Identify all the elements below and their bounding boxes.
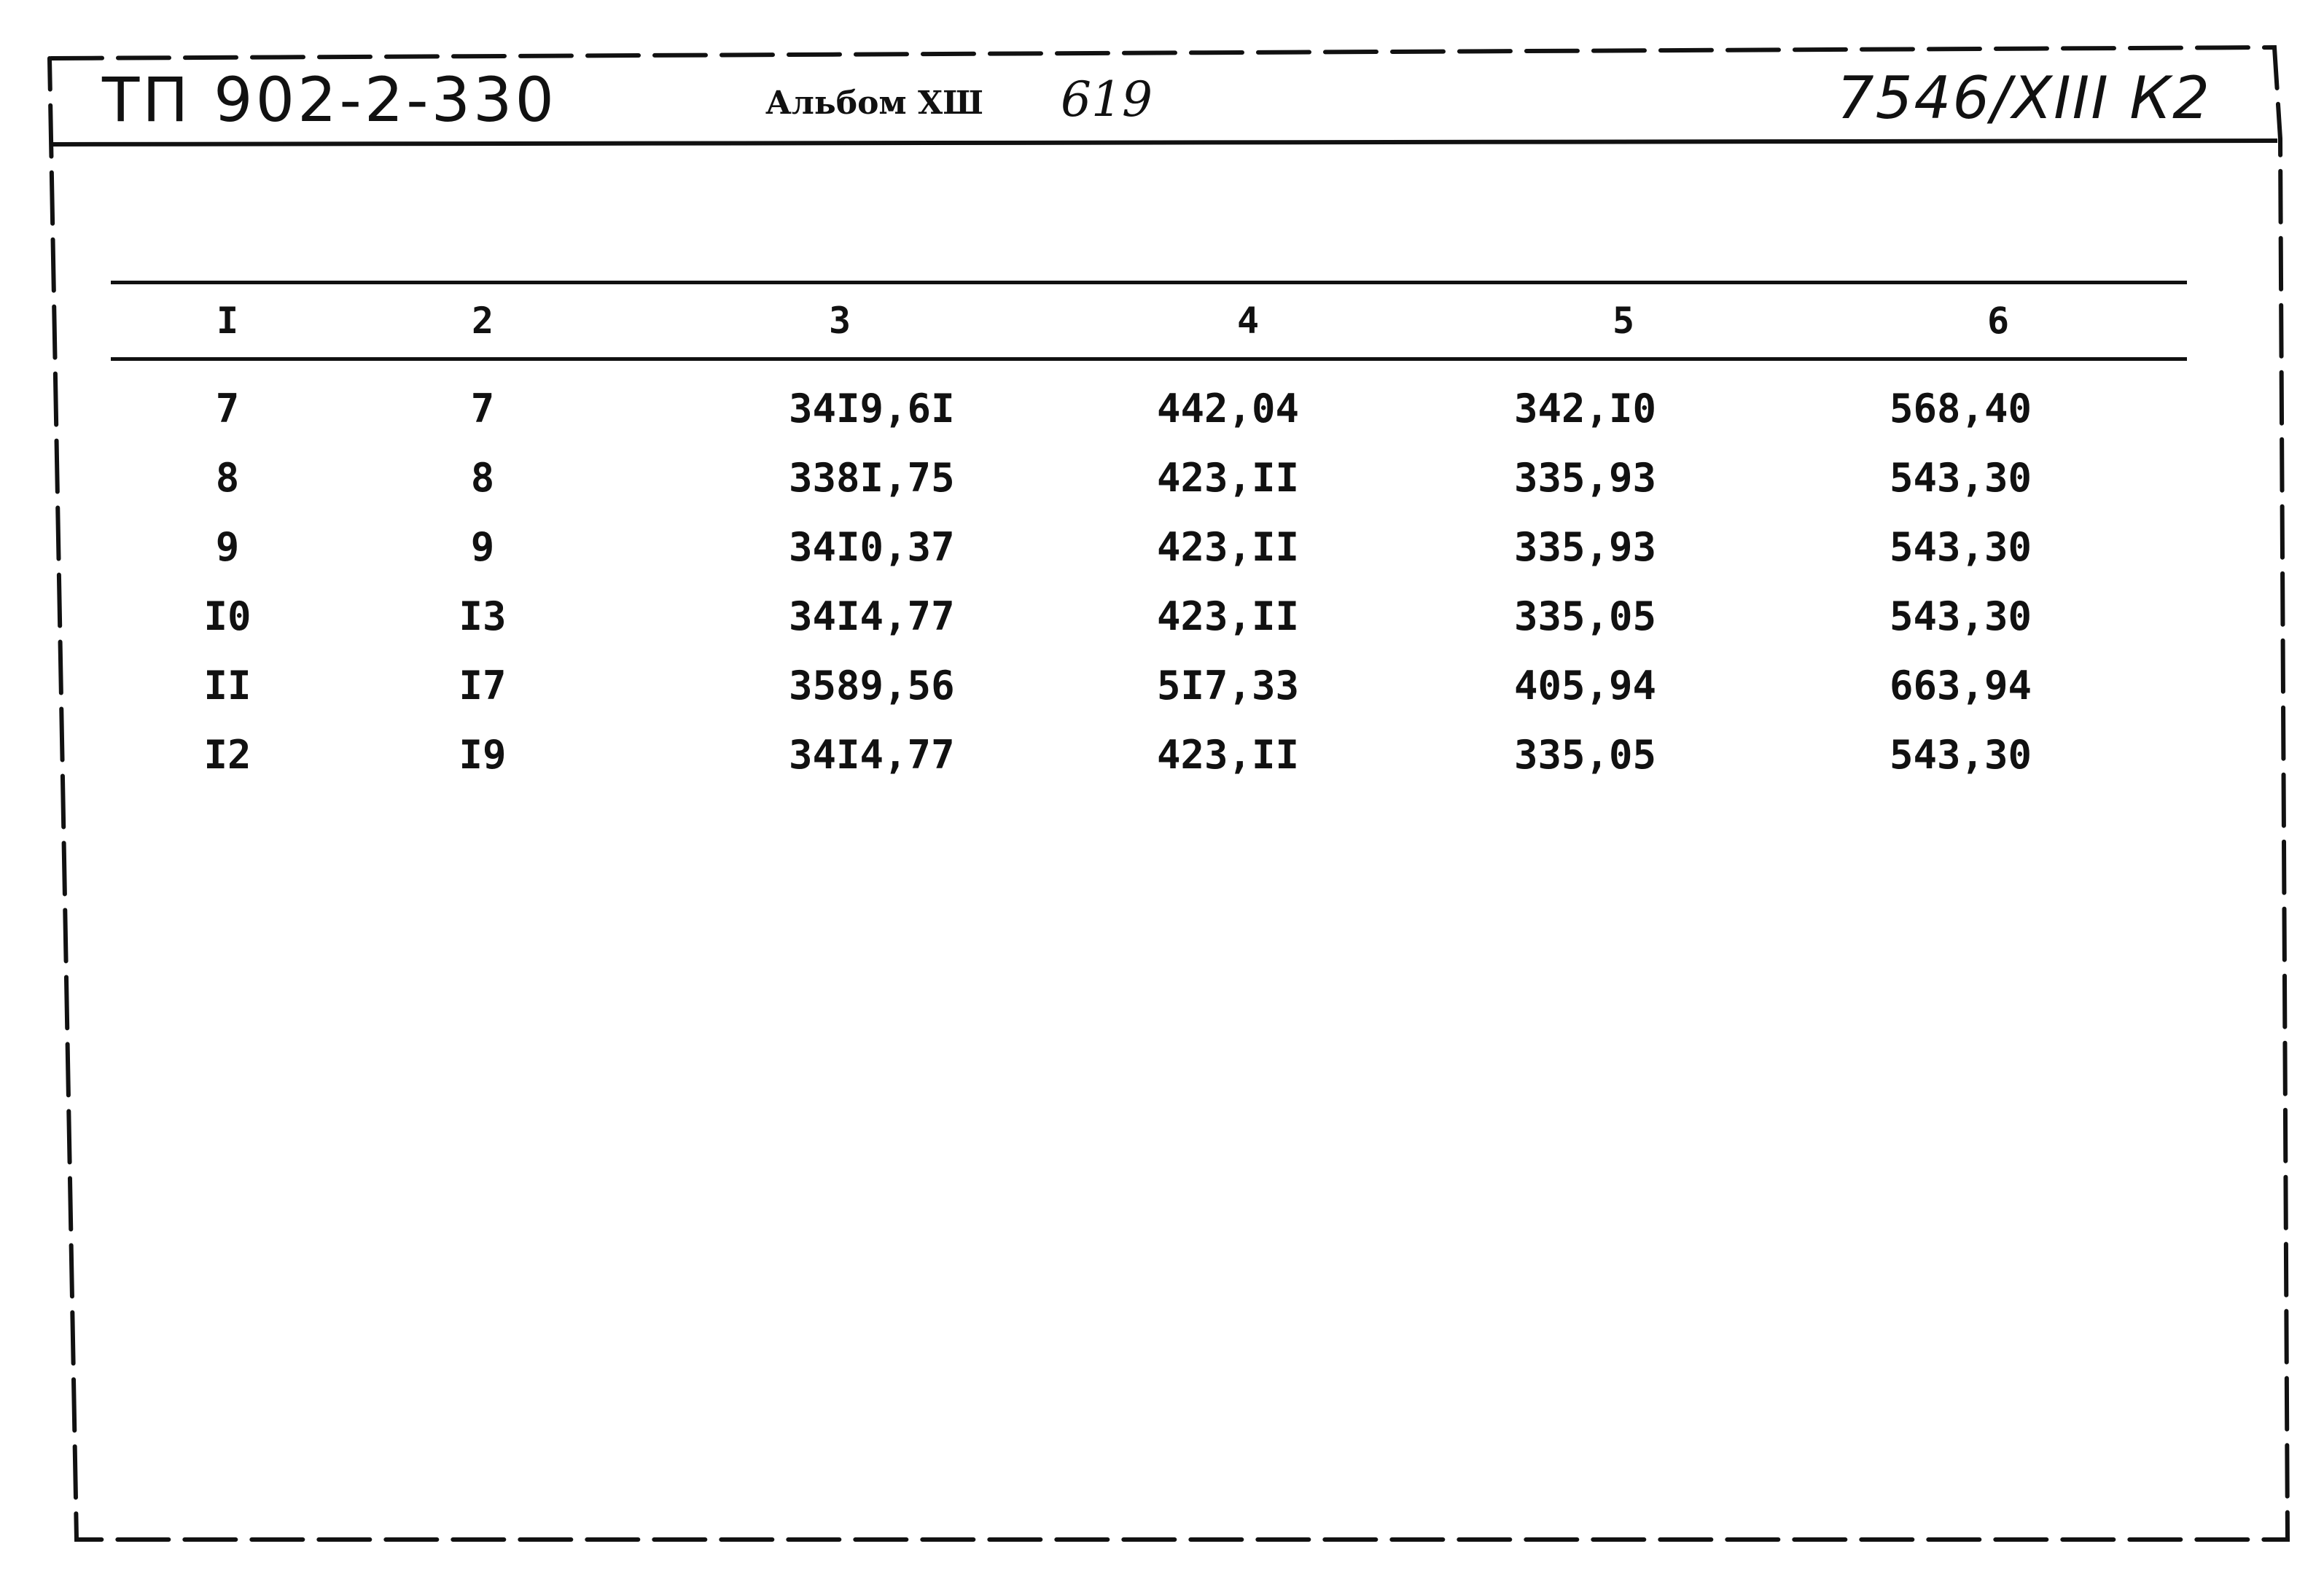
table-cell: 34I4,77	[789, 732, 955, 778]
column-header-6: 6	[1809, 283, 2187, 359]
table-cell: 335,05	[1514, 732, 1657, 778]
column-header-4: 4	[1058, 283, 1438, 359]
table-cell: 9	[470, 524, 495, 570]
column-header-5: 5	[1438, 283, 1809, 359]
table-cell: I2	[203, 732, 251, 778]
column-header-1: I	[111, 283, 344, 359]
frame-border	[50, 47, 2288, 1540]
table-cell: 335,93	[1514, 524, 1657, 570]
table-cell: 335,93	[1514, 455, 1657, 501]
table-cell: I7	[459, 663, 507, 709]
table-row	[111, 359, 2187, 444]
header-rule	[52, 141, 2277, 144]
table-cell: 8	[470, 455, 495, 501]
table-cell: 405,94	[1514, 663, 1657, 709]
table-cell: 442,04	[1157, 386, 1300, 432]
table-cell: 7	[215, 386, 240, 432]
table-cell: I3	[459, 593, 507, 639]
table-cell: 543,30	[1890, 732, 2032, 778]
table-cell: 34I0,37	[789, 524, 955, 570]
table-row	[111, 720, 2187, 789]
table-cell: 335,05	[1514, 593, 1657, 639]
table-row	[111, 582, 2187, 651]
table-cell: 3589,56	[789, 663, 955, 709]
table-header-row	[111, 283, 2187, 359]
table-cell: 9	[215, 524, 240, 570]
sheet-number: 619	[1061, 71, 1153, 128]
table-row	[111, 651, 2187, 720]
table-cell: 423,II	[1157, 732, 1300, 778]
table-cell: 543,30	[1890, 593, 2032, 639]
column-header-2: 2	[344, 283, 621, 359]
table-cell: 423,II	[1157, 524, 1300, 570]
table-cell: I9	[459, 732, 507, 778]
table-row	[111, 512, 2187, 582]
document-code: ТП 902-2-330	[102, 64, 557, 136]
table-cell: 8	[215, 455, 240, 501]
album-label: Альбом XШ	[765, 85, 983, 122]
table-cell: 423,II	[1157, 593, 1300, 639]
table-cell: 543,30	[1890, 455, 2032, 501]
inventory-number: 7546/XIII К2	[1836, 64, 2211, 132]
data-table	[111, 281, 2187, 789]
table-cell: 342,I0	[1514, 386, 1657, 432]
column-header-3: 3	[621, 283, 1058, 359]
table-row	[111, 443, 2187, 512]
table-cell: I0	[203, 593, 251, 639]
table-cell: 34I4,77	[789, 593, 955, 639]
table-cell: 7	[470, 386, 495, 432]
table-cell: 543,30	[1890, 524, 2032, 570]
table-cell: 568,40	[1890, 386, 2032, 432]
table-cell: 338I,75	[789, 455, 955, 501]
table-cell: 34I9,6I	[789, 386, 955, 432]
table-cell: 423,II	[1157, 455, 1300, 501]
table-cell: 663,94	[1890, 663, 2032, 709]
table-cell: II	[203, 663, 251, 709]
table-cell: 5I7,33	[1157, 663, 1300, 709]
